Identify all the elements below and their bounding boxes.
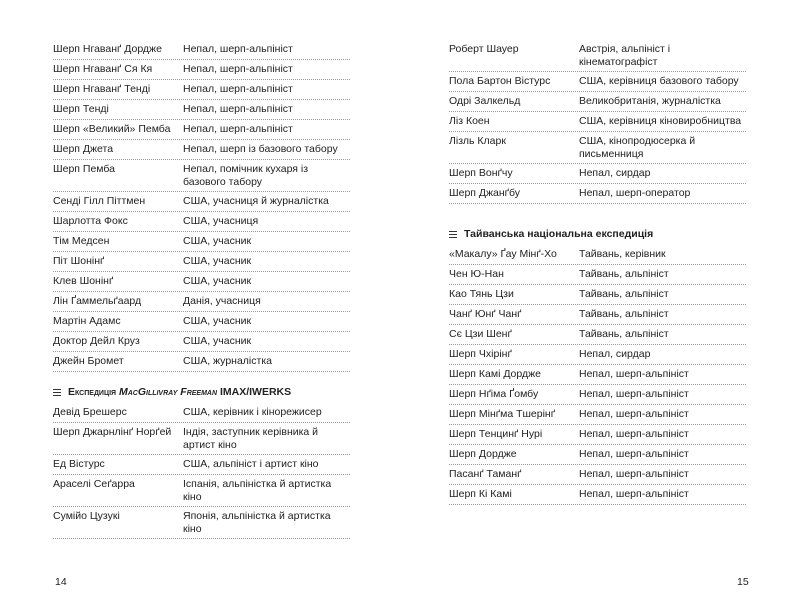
member-name: Шерп Вонґчу: [449, 167, 513, 179]
table-row: [53, 332, 350, 352]
table-row: [449, 112, 746, 132]
member-name: Ед Вістурс: [53, 458, 105, 470]
member-name: Шерп Нґіма Ґомбу: [449, 388, 539, 400]
table-row: [53, 120, 350, 140]
page-number-right: 15: [737, 576, 749, 588]
table-row: [53, 312, 350, 332]
table-row: [449, 365, 746, 385]
member-role: Непал, шерп-альпініст: [579, 468, 689, 480]
table-row: [449, 72, 746, 92]
member-name: Девід Брешерс: [53, 406, 127, 418]
member-name: Доктор Дейл Круз: [53, 335, 140, 347]
member-role: Непал, шерп-альпініст: [183, 123, 293, 135]
member-name: Чен Ю-Нан: [449, 268, 504, 280]
member-role: Іспанія, альпіністка й артистка кіно: [183, 478, 332, 503]
member-role: Непал, сирдар: [579, 167, 651, 179]
member-role: США, учасник: [183, 335, 252, 347]
member-role: Тайвань, керівник: [579, 248, 666, 260]
table-row: [449, 245, 746, 265]
member-role: США, керівниця базового табору: [579, 75, 739, 87]
member-name: Шерп Тенцинґ Нурі: [449, 428, 543, 440]
member-name: Піт Шонінґ: [53, 255, 105, 267]
table-row: [53, 212, 350, 232]
member-role: Великобританія, журналістка: [579, 95, 721, 107]
member-role: США, учасник: [183, 275, 252, 287]
triple-bar-icon: [53, 388, 61, 397]
table-row: [53, 100, 350, 120]
member-role: Непал, шерп-альпініст: [579, 488, 689, 500]
table-row: [449, 305, 746, 325]
table-row: [53, 252, 350, 272]
member-name: Ліз Коен: [449, 115, 490, 127]
section-title-taiwan: Тайванська національна експедиція: [464, 228, 654, 240]
table-row: [449, 345, 746, 365]
table-row: [53, 455, 350, 475]
left-column: [53, 40, 350, 539]
table-row: [449, 485, 746, 505]
section-heading-imax: [53, 386, 350, 398]
right-column: [449, 40, 746, 505]
member-name: Шерп Джарнлінґ Норґей: [53, 426, 172, 438]
member-name: Шерп Нгаванґ Тенді: [53, 83, 151, 95]
table-row: [53, 292, 350, 312]
member-name: Шерп Джанґбу: [449, 187, 521, 199]
table-row: [449, 425, 746, 445]
member-name: Одрі Залкельд: [449, 95, 521, 107]
member-role: Австрія, альпініст і кінематографіст: [579, 43, 671, 68]
table-row: [449, 385, 746, 405]
section-title-suffix: IMAX/IWERKS: [219, 386, 292, 398]
member-name: Шерп Кі Камі: [449, 488, 512, 500]
member-role: США, альпініст і артист кіно: [183, 458, 319, 470]
member-name: Араселі Сеґарра: [53, 478, 135, 490]
left-roster-list: [53, 40, 350, 372]
table-row: [53, 352, 350, 372]
member-role: Непал, шерп-альпініст: [579, 408, 689, 420]
member-name: Шерп Мінґма Тшерінґ: [449, 408, 556, 420]
member-role: Непал, шерп-альпініст: [183, 103, 293, 115]
table-row: [53, 192, 350, 212]
member-role: Непал, шерп-оператор: [579, 187, 691, 199]
member-name: Као Тянь Цзи: [449, 288, 514, 300]
member-role: Тайвань, альпініст: [579, 328, 669, 340]
member-name: Шерп «Великий» Пемба: [53, 123, 171, 135]
member-name: Сенді Гілл Піттмен: [53, 195, 146, 207]
member-role: Непал, шерп-альпініст: [579, 428, 689, 440]
member-role: Непал, шерп із базового табору: [183, 143, 338, 155]
member-role: Тайвань, альпініст: [579, 308, 669, 320]
triple-bar-icon: [449, 230, 457, 239]
table-row: [449, 285, 746, 305]
member-name: Шерп Пемба: [53, 163, 116, 175]
member-role: Непал, шерп-альпініст: [183, 63, 293, 75]
member-role: США, учасник: [183, 315, 252, 327]
table-row: [53, 423, 350, 455]
member-name: Сє Цзи Шенґ: [449, 328, 512, 340]
imax-roster-list: [53, 403, 350, 539]
table-row: [449, 184, 746, 204]
table-row: [53, 160, 350, 192]
member-role: США, журналістка: [183, 355, 272, 367]
member-name: Чанґ Юнґ Чанґ: [449, 308, 522, 320]
member-name: Роберт Шауер: [449, 43, 519, 55]
member-name: Шерп Джета: [53, 143, 114, 155]
member-name: Шерп Камі Дордже: [449, 368, 541, 380]
table-row: [53, 403, 350, 423]
member-name: Мартін Адамс: [53, 315, 121, 327]
member-name: Пола Бартон Вістурс: [449, 75, 551, 87]
table-row: [53, 60, 350, 80]
section-title-prefix: Експедиція: [68, 386, 117, 398]
member-role: Непал, сирдар: [579, 348, 651, 360]
member-name: Шерп Чхірінґ: [449, 348, 512, 360]
member-role: Непал, шерп-альпініст: [183, 83, 293, 95]
member-role: США, керівник і кінорежисер: [183, 406, 322, 418]
member-name: Лін Ґаммельґаард: [53, 295, 142, 307]
table-row: [449, 92, 746, 112]
member-name: Шерп Нгаванґ Ся Кя: [53, 63, 153, 75]
section-title-italic: MacGillivray Freeman: [118, 386, 218, 398]
table-row: [449, 40, 746, 72]
member-name: Джейн Бромет: [53, 355, 124, 367]
member-name: Шерп Дордже: [449, 448, 517, 460]
taiwan-roster-list: [449, 245, 746, 505]
table-row: [53, 80, 350, 100]
member-role: Непал, шерп-альпініст: [579, 448, 689, 460]
table-row: [53, 507, 350, 539]
table-row: [53, 272, 350, 292]
page-number-left: 14: [55, 576, 67, 588]
member-role: США, учасник: [183, 235, 252, 247]
table-row: [449, 164, 746, 184]
right-roster-list: [449, 40, 746, 204]
member-name: Шерп Тенді: [53, 103, 109, 115]
section-heading-taiwan: [449, 228, 746, 240]
member-role: США, керівниця кіновиробництва: [579, 115, 742, 127]
member-name: Пасанґ Таманґ: [449, 468, 522, 480]
member-role: Непал, шерп-альпініст: [183, 43, 293, 55]
table-row: [449, 405, 746, 425]
table-row: [449, 265, 746, 285]
member-role: Японія, альпіністка й артистка кіно: [183, 510, 331, 535]
table-row: [449, 465, 746, 485]
member-role: Данія, учасниця: [183, 295, 261, 307]
member-name: Шарлотта Фокс: [53, 215, 128, 227]
member-role: США, учасник: [183, 255, 252, 267]
table-row: [449, 445, 746, 465]
member-name: Сумійо Цузукі: [53, 510, 120, 522]
member-name: Клев Шонінґ: [53, 275, 114, 287]
table-row: [449, 132, 746, 164]
member-role: США, учасниця й журналістка: [183, 195, 329, 207]
member-role: Тайвань, альпініст: [579, 268, 669, 280]
member-role: Тайвань, альпініст: [579, 288, 669, 300]
member-role: США, учасниця: [183, 215, 259, 227]
member-name: Тім Медсен: [53, 235, 110, 247]
member-name: Шерп Нгаванґ Дордже: [53, 43, 162, 55]
member-name: «Макалу» Ґау Мінґ-Хо: [449, 248, 557, 260]
member-name: Лізль Кларк: [449, 135, 506, 147]
member-role: Непал, шерп-альпініст: [579, 388, 689, 400]
member-role: Непал, шерп-альпініст: [579, 368, 689, 380]
table-row: [53, 140, 350, 160]
table-row: [53, 232, 350, 252]
member-role: Індія, заступник керівника й артист кіно: [183, 426, 319, 451]
member-role: США, кінопродюсерка й письменниця: [579, 135, 696, 160]
table-row: [53, 475, 350, 507]
member-role: Непал, помічник кухаря із базового табору: [183, 163, 309, 188]
table-row: [449, 325, 746, 345]
table-row: [53, 40, 350, 60]
